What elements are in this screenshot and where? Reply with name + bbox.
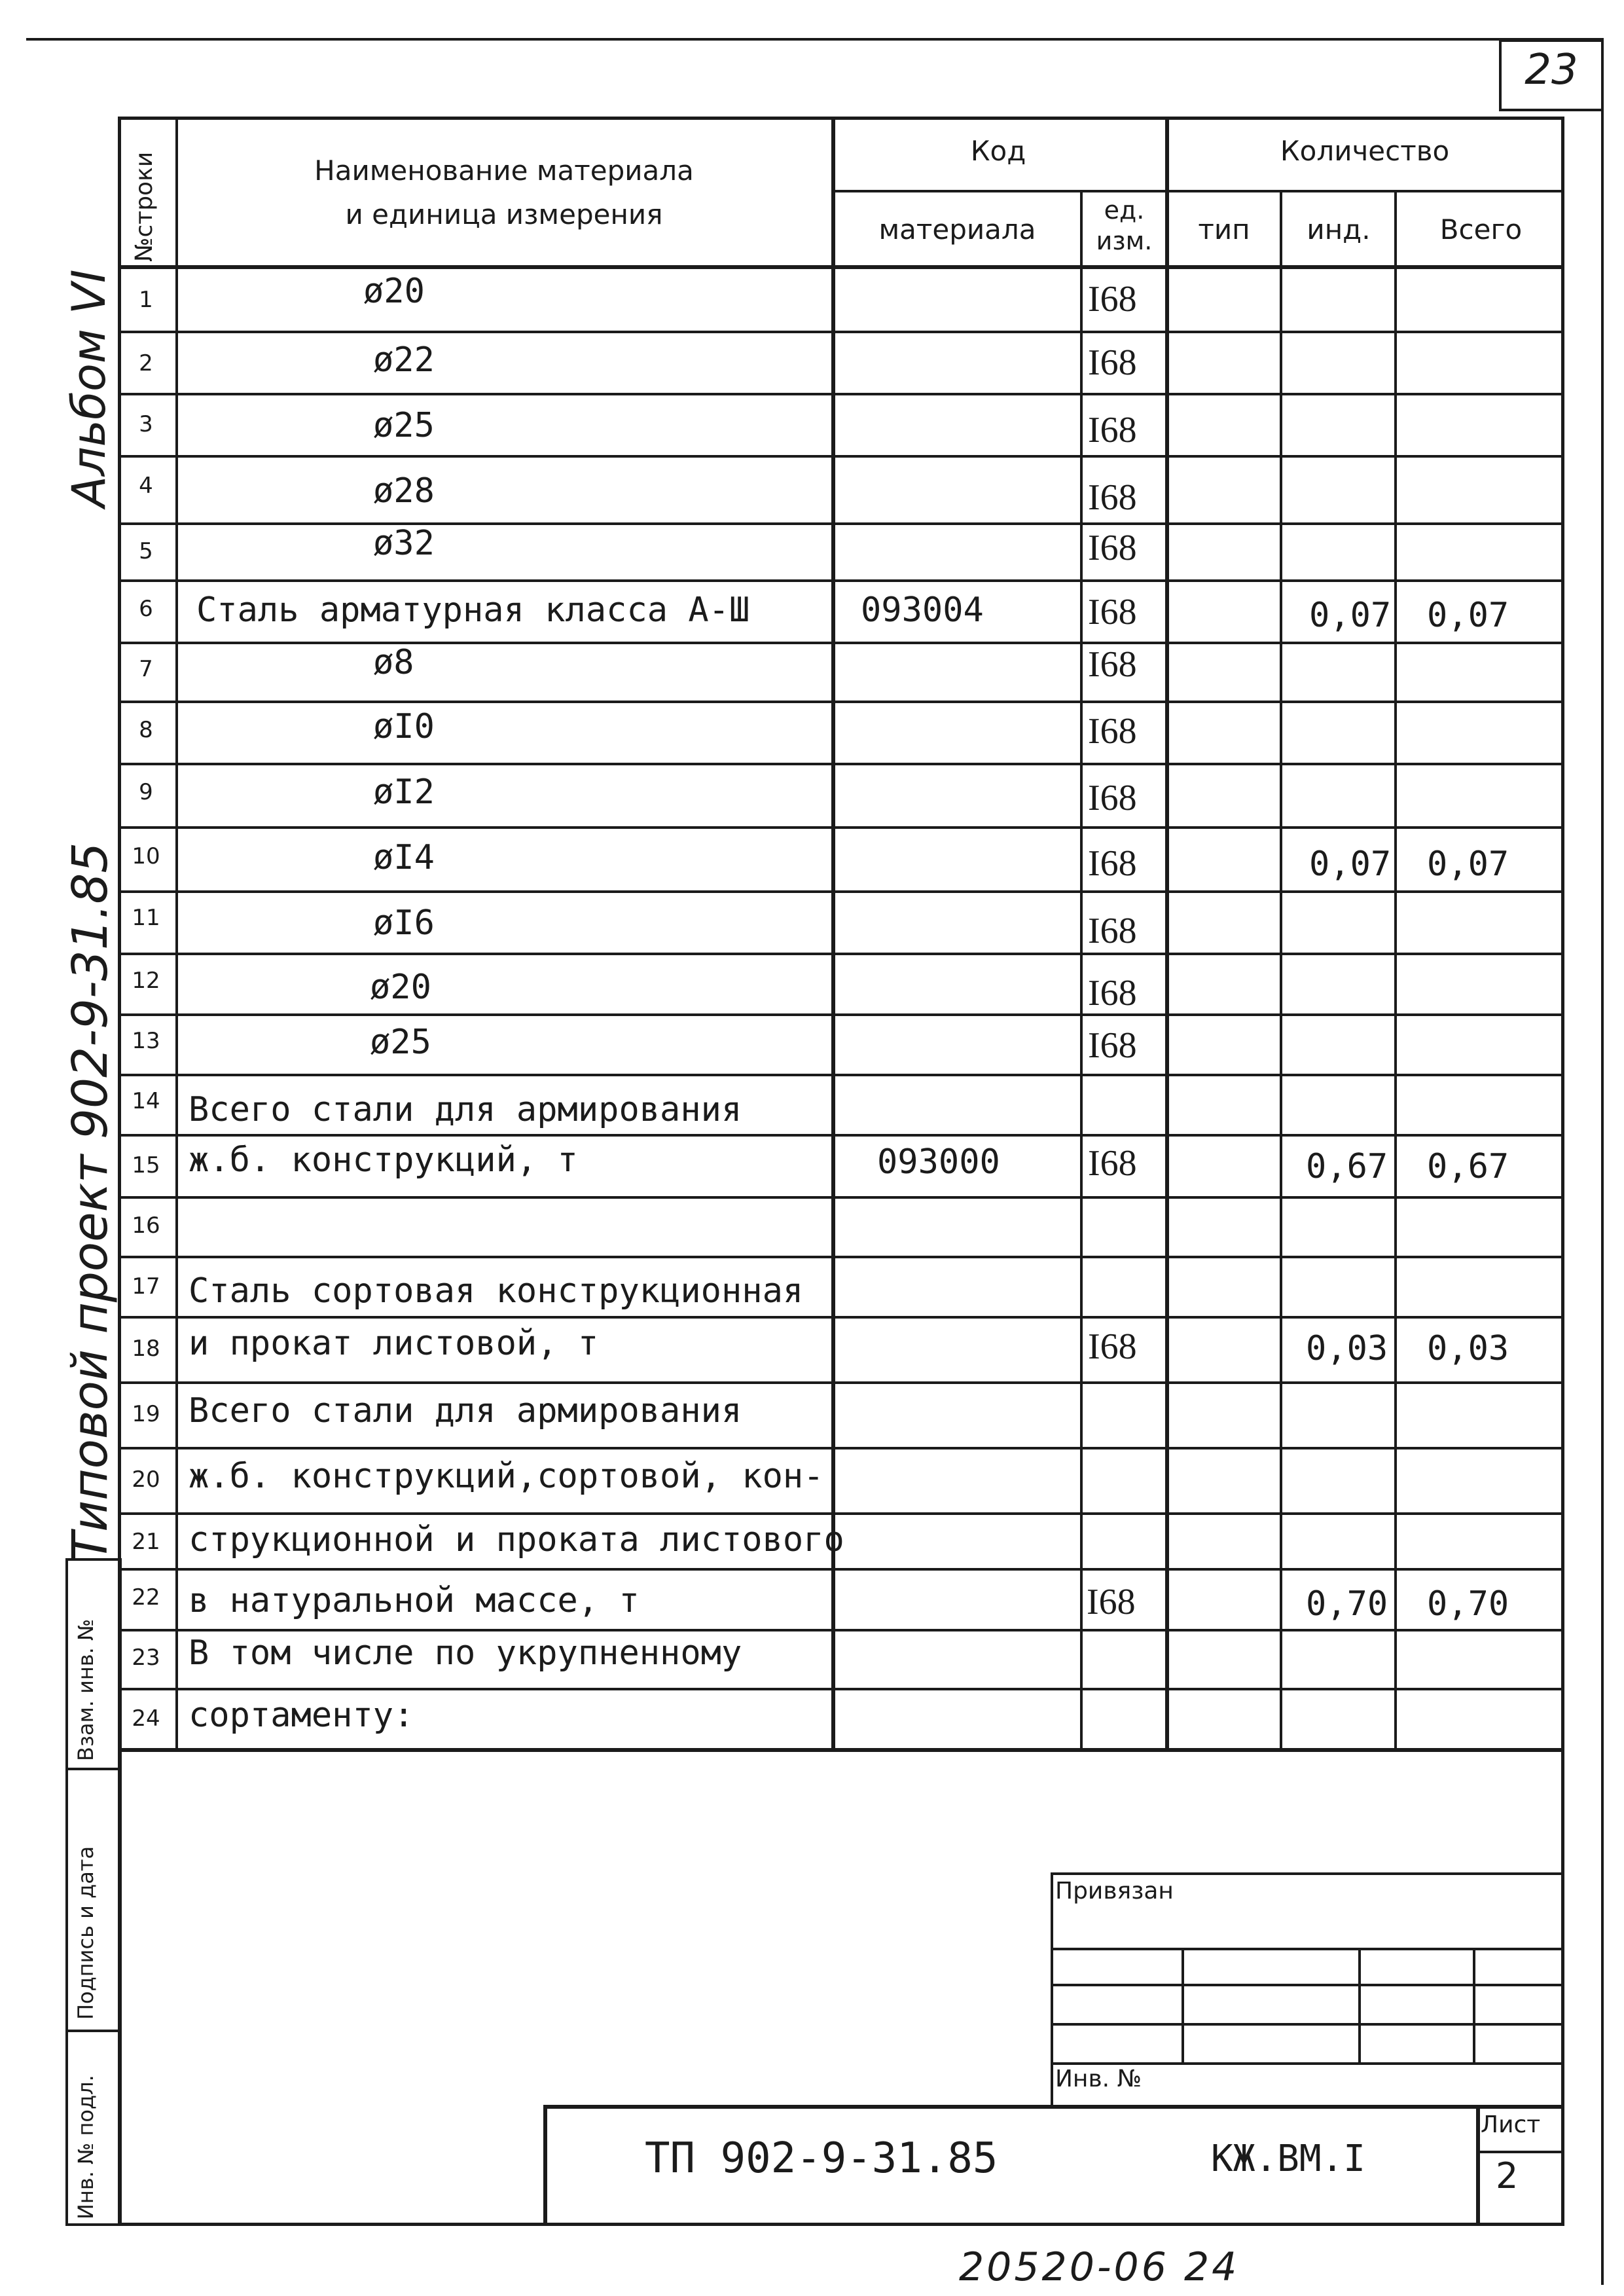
row-line bbox=[118, 701, 1564, 703]
row-line bbox=[118, 1074, 1564, 1076]
stamp-main-left bbox=[543, 2105, 547, 2226]
header-qty: Количество bbox=[1280, 135, 1450, 167]
header-kod-material: материала bbox=[878, 213, 1036, 246]
row-name: øI6 bbox=[373, 903, 435, 943]
row-name: Сталь сортовая конструкционная bbox=[189, 1271, 804, 1311]
row-all: 0,70 bbox=[1427, 1584, 1509, 1624]
stamp-doc-code: ТП 902-9-31.85 bbox=[645, 2134, 998, 2183]
stamp-main-top bbox=[543, 2105, 1564, 2109]
row-code: 093004 bbox=[861, 591, 984, 630]
row-number: 24 bbox=[132, 1705, 160, 1732]
side-label-project: Типовой проект 902-9-31.85 bbox=[62, 842, 118, 1561]
row-number: 22 bbox=[132, 1584, 160, 1611]
row-name: сортаменту: bbox=[189, 1696, 414, 1735]
row-name: струкционной и проката листового bbox=[189, 1520, 844, 1559]
row-number: 20 bbox=[132, 1467, 160, 1493]
left-stamp-div-2 bbox=[65, 2030, 121, 2032]
row-number: 10 bbox=[132, 843, 160, 869]
header-bottom bbox=[118, 265, 1564, 269]
row-name: ø32 bbox=[373, 524, 435, 563]
row-all: 0,07 bbox=[1427, 845, 1509, 884]
stamp-list-line bbox=[1476, 2151, 1564, 2153]
stamp-list-label: Лист bbox=[1481, 2111, 1541, 2138]
row-name: и прокат листовой, т bbox=[189, 1324, 599, 1363]
row-number: 17 bbox=[132, 1273, 160, 1300]
stamp-vline-3 bbox=[1358, 1948, 1361, 2062]
row-name: Всего стали для армирования bbox=[189, 1090, 742, 1129]
row-name: В том числе по укрупненному bbox=[189, 1633, 742, 1673]
row-line bbox=[118, 642, 1564, 644]
row-number: 3 bbox=[139, 411, 153, 437]
header-name-2: и единица измерения bbox=[345, 198, 663, 230]
row-line bbox=[118, 393, 1564, 395]
row-line bbox=[118, 826, 1564, 829]
row-number: 14 bbox=[132, 1088, 160, 1114]
row-number: 12 bbox=[132, 968, 160, 994]
stamp-mark: КЖ.ВМ.I bbox=[1211, 2138, 1366, 2180]
row-line bbox=[118, 522, 1564, 525]
row-ind: 0,07 bbox=[1309, 596, 1392, 635]
top-border bbox=[26, 38, 1604, 41]
row-line bbox=[118, 1013, 1564, 1016]
row-number: 1 bbox=[139, 287, 153, 313]
row-unit: I68 bbox=[1088, 843, 1137, 884]
header-kod-ed: ед. bbox=[1104, 196, 1145, 225]
side-label-album: Альбом VI bbox=[62, 269, 116, 507]
header-kod: Код bbox=[970, 135, 1026, 167]
row-line bbox=[118, 1256, 1564, 1258]
stamp-inv-no: Инв. № bbox=[1055, 2066, 1142, 2092]
row-line bbox=[118, 331, 1564, 333]
header-sub-line bbox=[831, 190, 1564, 192]
row-unit: I68 bbox=[1088, 778, 1137, 818]
row-line bbox=[118, 1512, 1564, 1515]
header-qty-ind: инд. bbox=[1307, 213, 1371, 246]
row-name: ø8 bbox=[373, 643, 414, 682]
row-number: 13 bbox=[132, 1028, 160, 1054]
row-number: 5 bbox=[139, 538, 153, 564]
row-name: Сталь арматурная класса А-Ш bbox=[196, 591, 750, 630]
row-number: 23 bbox=[132, 1645, 160, 1671]
row-unit: I68 bbox=[1088, 973, 1137, 1013]
row-line bbox=[118, 890, 1564, 893]
row-unit: I68 bbox=[1088, 911, 1137, 951]
footer-code: 20520-06 24 bbox=[959, 2244, 1240, 2290]
row-number: 9 bbox=[139, 779, 153, 805]
row-number: 16 bbox=[132, 1212, 160, 1239]
row-all: 0,07 bbox=[1427, 596, 1509, 635]
col-line-4 bbox=[1165, 117, 1169, 1750]
row-line bbox=[118, 953, 1564, 955]
row-code: 093000 bbox=[877, 1142, 1000, 1182]
col-line-2 bbox=[831, 117, 835, 1750]
row-unit: I68 bbox=[1088, 592, 1137, 632]
stamp-line-b bbox=[1051, 1984, 1564, 1986]
row-name: ø20 bbox=[370, 968, 431, 1007]
stamp-list-left bbox=[1476, 2105, 1480, 2226]
stamp-vline-4 bbox=[1473, 1948, 1475, 2062]
row-unit: I68 bbox=[1088, 279, 1137, 319]
stamp-line-d bbox=[1051, 2062, 1564, 2065]
row-name: ж.б. конструкций, т bbox=[189, 1140, 578, 1180]
row-unit: I68 bbox=[1088, 528, 1137, 568]
row-all: 0,03 bbox=[1427, 1329, 1509, 1368]
header-qty-tip: тип bbox=[1198, 213, 1250, 246]
row-name: øI2 bbox=[373, 773, 435, 812]
row-name: ø20 bbox=[363, 272, 425, 311]
header-kod-izm: изм. bbox=[1096, 227, 1153, 255]
side-label-vzam-inv: Взам. инв. № bbox=[73, 1618, 98, 1761]
page-number: 23 bbox=[1525, 46, 1578, 94]
col-line-1 bbox=[175, 117, 178, 1750]
row-number: 7 bbox=[139, 656, 153, 682]
table-bottom bbox=[118, 1748, 1564, 1752]
row-unit: I68 bbox=[1088, 1326, 1137, 1367]
header-top bbox=[118, 117, 1564, 119]
row-line bbox=[118, 1134, 1564, 1137]
col-line-6 bbox=[1394, 190, 1397, 1750]
left-stamp-div-1 bbox=[65, 1768, 121, 1770]
row-name: ø25 bbox=[370, 1023, 431, 1062]
row-name: øI0 bbox=[373, 707, 435, 746]
col-line-5 bbox=[1280, 190, 1282, 1750]
row-name: в натуральной массе, т bbox=[189, 1581, 640, 1620]
row-unit: I68 bbox=[1088, 1025, 1137, 1066]
row-line bbox=[118, 1316, 1564, 1319]
stamp-privyazan: Привязан bbox=[1055, 1878, 1174, 1904]
right-border bbox=[1601, 111, 1604, 2285]
row-unit: I68 bbox=[1088, 477, 1137, 518]
row-line bbox=[118, 579, 1564, 582]
header-name: Наименование материала bbox=[314, 155, 694, 187]
row-number: 21 bbox=[132, 1529, 160, 1555]
row-name: ø25 bbox=[373, 406, 435, 445]
row-unit: I68 bbox=[1088, 1143, 1137, 1184]
row-number: 8 bbox=[139, 717, 153, 743]
row-number: 11 bbox=[132, 905, 160, 931]
row-all: 0,67 bbox=[1427, 1147, 1509, 1186]
stamp-top bbox=[1051, 1872, 1564, 1875]
col-line-3 bbox=[1080, 190, 1083, 1750]
row-line bbox=[118, 1568, 1564, 1571]
stamp-line-c bbox=[1051, 2023, 1564, 2026]
row-name: ø22 bbox=[373, 340, 435, 380]
row-line bbox=[118, 1629, 1564, 1631]
row-name: ø28 bbox=[373, 471, 435, 511]
row-number: 18 bbox=[132, 1336, 160, 1362]
row-ind: 0,70 bbox=[1306, 1584, 1388, 1624]
row-unit: I68 bbox=[1088, 711, 1137, 752]
stamp-vline-1 bbox=[1051, 1872, 1053, 2108]
header-row-no: №строки bbox=[131, 151, 158, 262]
row-line bbox=[118, 1447, 1564, 1449]
row-ind: 0,03 bbox=[1306, 1329, 1388, 1368]
row-number: 2 bbox=[139, 350, 153, 376]
stamp-vline-2 bbox=[1182, 1948, 1184, 2062]
row-line bbox=[118, 455, 1564, 458]
row-line bbox=[118, 1381, 1564, 1384]
row-unit: I68 bbox=[1088, 410, 1137, 450]
row-unit: I68 bbox=[1087, 1582, 1136, 1622]
row-number: 15 bbox=[132, 1152, 160, 1178]
row-ind: 0,67 bbox=[1306, 1147, 1388, 1186]
row-number: 6 bbox=[139, 596, 153, 622]
row-name: øI4 bbox=[373, 838, 435, 877]
header-qty-all: Всего bbox=[1439, 213, 1523, 246]
side-label-inv-podl: Инв. № подл. bbox=[73, 2075, 98, 2219]
row-ind: 0,07 bbox=[1309, 845, 1392, 884]
stamp-list-no: 2 bbox=[1496, 2155, 1519, 2196]
row-unit: I68 bbox=[1088, 644, 1137, 685]
row-line bbox=[118, 1196, 1564, 1199]
row-line bbox=[118, 763, 1564, 765]
row-unit: I68 bbox=[1088, 342, 1137, 383]
row-number: 4 bbox=[139, 473, 153, 499]
row-name: Всего стали для армирования bbox=[189, 1391, 742, 1430]
row-number: 19 bbox=[132, 1401, 160, 1427]
side-label-podpis: Подпись и дата bbox=[73, 1846, 98, 2020]
row-name: ж.б. конструкций,сортовой, кон- bbox=[189, 1457, 824, 1496]
stamp-line-a bbox=[1051, 1948, 1564, 1950]
row-line bbox=[118, 1688, 1564, 1690]
